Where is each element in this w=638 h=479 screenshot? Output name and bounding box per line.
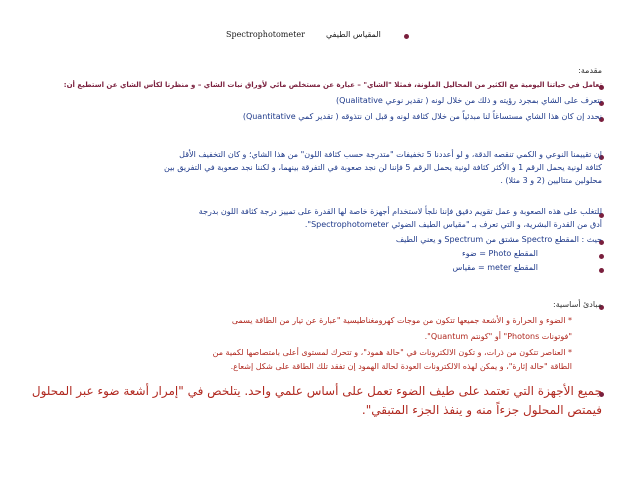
para2-line-1: إن تقييمنا النوعي و الكمي تنقصه الدقة، و لو أعددنا 5 تخفيفات "متدرجة حسب كثافة اللون" من هذا الشاي؛ و كان التخفيف الأقل: [179, 150, 602, 159]
intro-line-3: نحدد إن كان هذا الشاي مستساغاً لنا مبدئياً من خلال كثافة لونه و قبل ان نتذوقه ( تقدير كمي Quantitative): [242, 112, 602, 121]
intro-line-1: تعامل في حياتنا اليومية مع الكثير من المحاليل الملونة، فمثلا "الشاي" – عبارة عن مستخلص مائي لأوراق نبات الشاي – و منظرنا لكأس الشاي عن استطيع أن:: [63, 81, 602, 89]
para3-bullet-3: [599, 254, 604, 259]
basics-line-4: الطاقة "حالة إثارة"، و يمكن لهذه الالكترونات العودة لحالة الهمود إن تفقد تلك الطاقة على شكل إشعاع.: [230, 362, 572, 371]
conclusion-line-2: فيمتص المحلول جزءاً منه و ينفذ الجزء المتبقي".: [361, 403, 602, 417]
para3-bullet-4: [599, 268, 604, 273]
para3-line-5: المقطع meter = مقياس: [452, 263, 538, 272]
para2-line-2: كثافة لونية يحمل الرقم 1 و الأكثر كثافة لونية يحمل الرقم 5 فإننا لن نجد صعوبة في التفرقة بينهما، و لكننا نجد صعوبة في التفريق بين: [163, 163, 602, 172]
title-bullet: [404, 34, 409, 39]
para3-line-4: المقطع Photo = ضوء: [461, 249, 538, 258]
basics-line-1: * الضوء و الحرارة و الأشعة جميعها تتكون من موجات كهرومغناطيسية "عبارة عن تيار من الطاقة يسمى: [231, 316, 572, 325]
title-arabic: المقياس الطيفي: [326, 30, 381, 39]
para3-line-2: أدق من القدرة البشرية، و التي تعرف بـ "مقياس الطيف الضوئي Spectrophotometer".: [304, 220, 602, 229]
para2-line-3: محلولين متتاليين (2 و 3 مثلا) .: [500, 176, 602, 185]
basics-line-3: * العناصر تتكون من ذرات، و تكون الالكترونات في "حالة همود"، و تتحرك لمستوى أعلى بامتصاصها لكمية من: [212, 348, 572, 357]
basics-heading: مبادئ أساسية:: [553, 300, 602, 309]
title-english: Spectrophotometer: [226, 30, 305, 39]
basics-line-2: "فوتونات Photons" أو "كونتم Quantum".: [424, 332, 572, 341]
intro-line-2: نتعرف على الشاي بمجرد رؤيته و ذلك من خلال لونه ( تقدير نوعي Qualitative): [335, 96, 602, 105]
para3-line-1: للتغلب على هذه الصعوبة و عمل تقويم دقيق فإننا نلجأ لاستخدام أجهزة خاصة لها القدرة على تمييز درجة كثافة اللون بدرجة: [198, 207, 602, 216]
para3-line-3: حيث : المقطع Spectro مشتق من Spectrum و يعني الطيف: [395, 235, 602, 244]
intro-heading: مقدمة:: [578, 66, 602, 75]
conclusion-line-1: جميع الأجهزة التي تعتمد على طيف الضوء تعمل على أساس علمي واحد. يتلخص في "إمرار أشعة ضوء عبر المحلول: [31, 384, 602, 398]
